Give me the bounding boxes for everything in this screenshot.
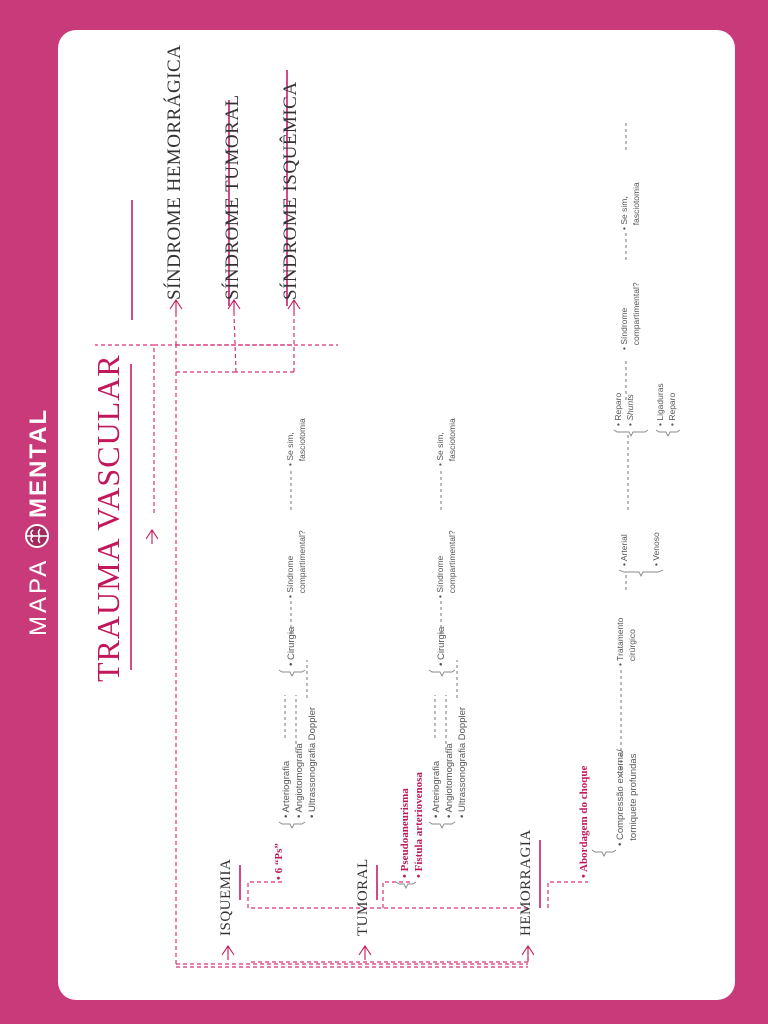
brand-word-mapa: MAPA <box>25 557 50 636</box>
hemorragia-arterial: • Arterial <box>619 534 629 566</box>
isquemia-exams: • Arteriografia • Angiotomografia • Ultrassonografia Doppler <box>281 706 318 818</box>
tumoral-exams: • Arteriografia • Angiotomografia • Ultrassonografia Doppler <box>431 706 468 818</box>
hemorragia-arterial-options: • Reparo • Shunts <box>613 392 635 426</box>
tumoral-treatment: • Cirurgia <box>436 626 447 666</box>
category-hemorragia: HEMORRAGIA <box>518 829 534 936</box>
sidebar-header <box>6 340 50 640</box>
tumoral-question: • Síndrome compartimental? <box>435 530 457 598</box>
mind-map-card <box>58 30 735 1000</box>
mind-map-canvas <box>58 30 735 1000</box>
hemorragia-venoso: • Venoso <box>651 532 661 566</box>
tumoral-signs: • Pseudoaneurisma • Fístula arteriovenosa <box>399 772 425 878</box>
brain-icon <box>26 525 48 547</box>
brand-word-mental: MENTAL <box>25 407 50 518</box>
category-isquemia: ISQUEMIA <box>218 858 234 936</box>
hemorragia-venoso-options: • Ligaduras • Reparo <box>655 383 677 426</box>
hemorragia-outcome: • Se sim, fasciotomia <box>619 182 641 230</box>
main-title: TRAUMA VASCULAR <box>90 354 126 682</box>
tumoral-outcome: • Se sim, fasciotomia <box>435 418 457 466</box>
category-tumoral: TUMORAL <box>355 858 371 936</box>
isquemia-treatment: • Cirurgia <box>286 626 297 666</box>
syndrome-isquemica: SÍNDROME ISQUÊMICA <box>280 81 301 300</box>
isquemia-question: • Síndrome compartimental? <box>285 530 307 598</box>
syndrome-tumoral: SÍNDROME TUMORAL <box>222 94 243 300</box>
hemorragia-first: • Abordagem do choque <box>578 765 590 878</box>
isquemia-sign: • 6 “Ps” <box>273 843 285 880</box>
isquemia-outcome: • Se sim, fasciotomia <box>285 418 307 466</box>
hemorragia-surgery: • Tratamento cirúrgico <box>615 617 637 666</box>
connector-lines <box>58 30 735 1000</box>
hemorragia-step: • Compressão externa/ torniquete profundas <box>615 749 639 846</box>
syndrome-hemorragica: SÍNDROME HEMORRÁGICA <box>164 44 185 300</box>
hemorragia-question: • Síndrome compartimental? <box>619 282 641 350</box>
